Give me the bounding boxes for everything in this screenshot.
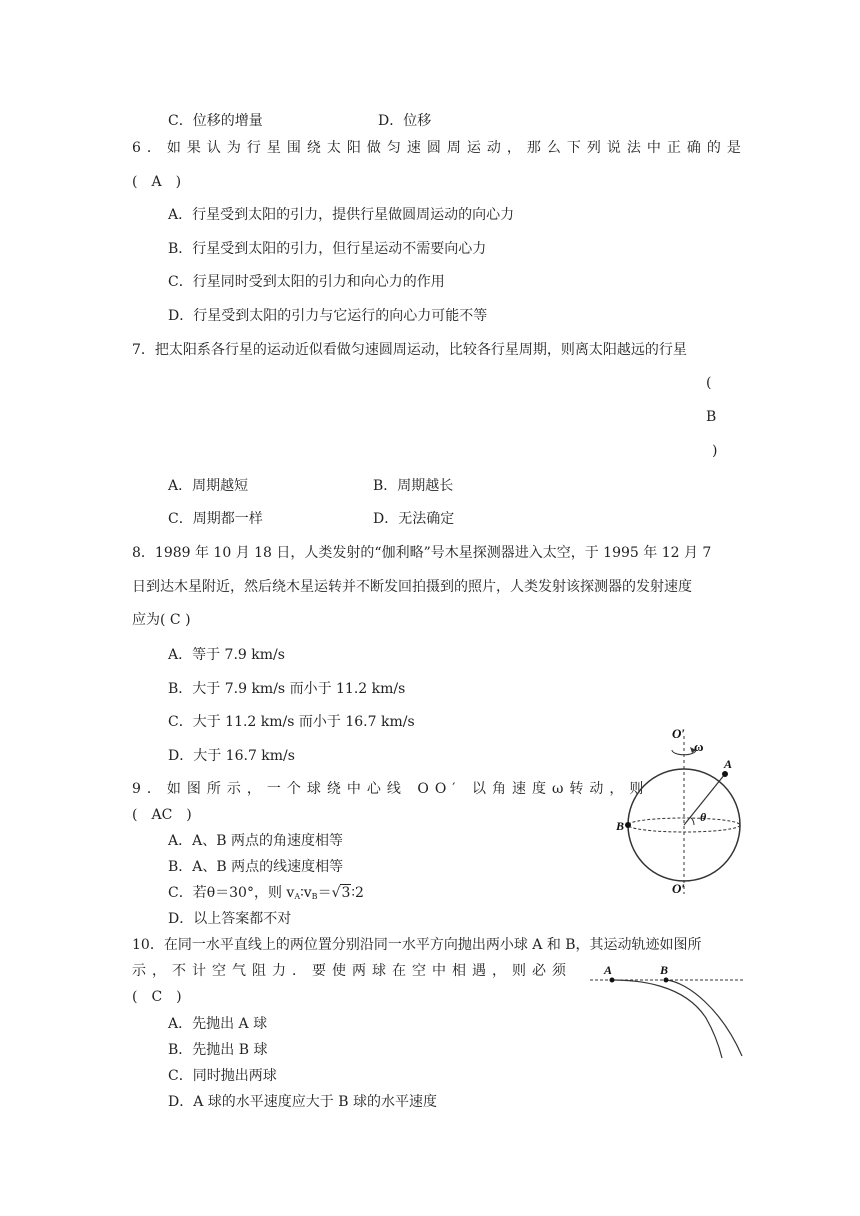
q7-answer: B bbox=[706, 409, 717, 425]
q10-option-d: D．A 球的水平速度应大于 B 球的水平速度 bbox=[168, 1094, 437, 1110]
q9-option-b: B．A、B 两点的线速度相等 bbox=[168, 859, 344, 875]
q6-stem: 6．如果认为行星围绕太阳做匀速圆周运动，那么下列说法中正确的是 bbox=[132, 140, 747, 156]
ball-a-dot bbox=[610, 978, 615, 983]
q8-stem-line3: 应为( C ) bbox=[132, 612, 191, 628]
q6-option-d: D．行星受到太阳的引力与它运行的向心力可能不等 bbox=[168, 308, 488, 324]
q9-option-c-pre: C．若θ＝30°，则 v bbox=[168, 885, 295, 901]
trajectory-a bbox=[612, 980, 722, 1058]
q10-stem-line1: 10．在同一水平直线上的两位置分别沿同一水平方向抛出两小球 A 和 B，其运动轨迹如图所 bbox=[132, 937, 702, 953]
sphere-figure bbox=[612, 722, 752, 898]
trajectory-figure bbox=[588, 960, 746, 1062]
point-a-dot bbox=[722, 771, 728, 777]
q9-option-c-radical-sign: √ bbox=[331, 885, 341, 901]
point-b-dot bbox=[625, 822, 631, 828]
fig-label-b: B bbox=[616, 819, 625, 833]
q9-option-c-sub-a: A bbox=[294, 892, 301, 901]
q6-answer: ( A ) bbox=[132, 174, 182, 190]
q7-paren-open: ( bbox=[706, 375, 712, 391]
q6-option-a: A．行星受到太阳的引力，提供行星做圆周运动的向心力 bbox=[168, 207, 515, 223]
q8-option-c: C．大于 11.2 km/s 而小于 16.7 km/s bbox=[168, 714, 415, 730]
q9-option-a: A．A、B 两点的角速度相等 bbox=[168, 833, 343, 849]
fig-label-omega: ω bbox=[694, 739, 704, 754]
q9-stem: 9．如图所示，一个球绕中心线 OO′ 以角速度ω转动，则 bbox=[132, 781, 650, 797]
q8-option-a: A．等于 7.9 km/s bbox=[168, 647, 285, 663]
q9-option-d: D．以上答案都不对 bbox=[168, 911, 292, 927]
fig-label-b: B bbox=[660, 963, 669, 977]
fig-label-a: A bbox=[604, 963, 613, 977]
q7-option-a: A．周期越短 bbox=[168, 478, 249, 494]
q5-option-d: D．位移 bbox=[378, 113, 432, 129]
q8-option-b: B．大于 7.9 km/s 而小于 11.2 km/s bbox=[168, 681, 406, 697]
q10-stem-line2: 示，不计空气阻力．要使两球在空中相遇，则必须 bbox=[132, 963, 572, 979]
fig-label-theta: θ bbox=[700, 810, 707, 824]
q10-option-b: B．先抛出 B 球 bbox=[168, 1042, 268, 1058]
fig-label-a: A bbox=[724, 757, 733, 771]
q8-stem-line2: 日到达木星附近，然后绕木星运转并不断发回拍摄到的照片，人类发射该探测器的发射速度 bbox=[132, 579, 692, 595]
q9-option-c-mid: ∶v bbox=[300, 885, 312, 901]
q8-stem-line1: 8．1989 年 10 月 18 日，人类发射的“伽利略”号木星探测器进入太空，于 1995 年 12 月 7 bbox=[132, 545, 712, 561]
q9-answer: ( AC ) bbox=[132, 807, 192, 823]
q10-option-a: A．先抛出 A 球 bbox=[168, 1016, 268, 1032]
q5-option-c: C．位移的增量 bbox=[168, 113, 263, 129]
q7-option-d: D．无法确定 bbox=[373, 511, 455, 527]
fig-label-o-bottom: O′ bbox=[672, 881, 686, 896]
q9-option-c-post: ∶2 bbox=[351, 885, 364, 901]
fig-label-o-top: O′ bbox=[672, 726, 686, 741]
q8-option-d: D．大于 16.7 km/s bbox=[168, 748, 295, 764]
q7-paren-close: ) bbox=[712, 443, 718, 459]
trajectory-b bbox=[666, 980, 742, 1056]
q6-option-b: B．行星受到太阳的引力，但行星运动不需要向心力 bbox=[168, 241, 487, 257]
q7-option-b: B．周期越长 bbox=[373, 478, 454, 494]
q7-stem: 7．把太阳系各行星的运动近似看做匀速圆周运动，比较各行星周期，则离太阳越远的行星 bbox=[132, 342, 687, 358]
q10-option-c: C．同时抛出两球 bbox=[168, 1068, 277, 1084]
q10-answer: ( C ) bbox=[132, 989, 182, 1005]
q7-option-c: C．周期都一样 bbox=[168, 511, 263, 527]
ball-b-dot bbox=[664, 978, 669, 983]
q9-option-c-sub-b: B bbox=[311, 892, 318, 901]
q9-option-c-eq: ＝ bbox=[317, 885, 332, 901]
q9-option-c-radicand: 3 bbox=[341, 885, 351, 901]
q9-option-c bbox=[168, 884, 364, 906]
q6-option-c: C．行星同时受到太阳的引力和向心力的作用 bbox=[168, 274, 445, 290]
